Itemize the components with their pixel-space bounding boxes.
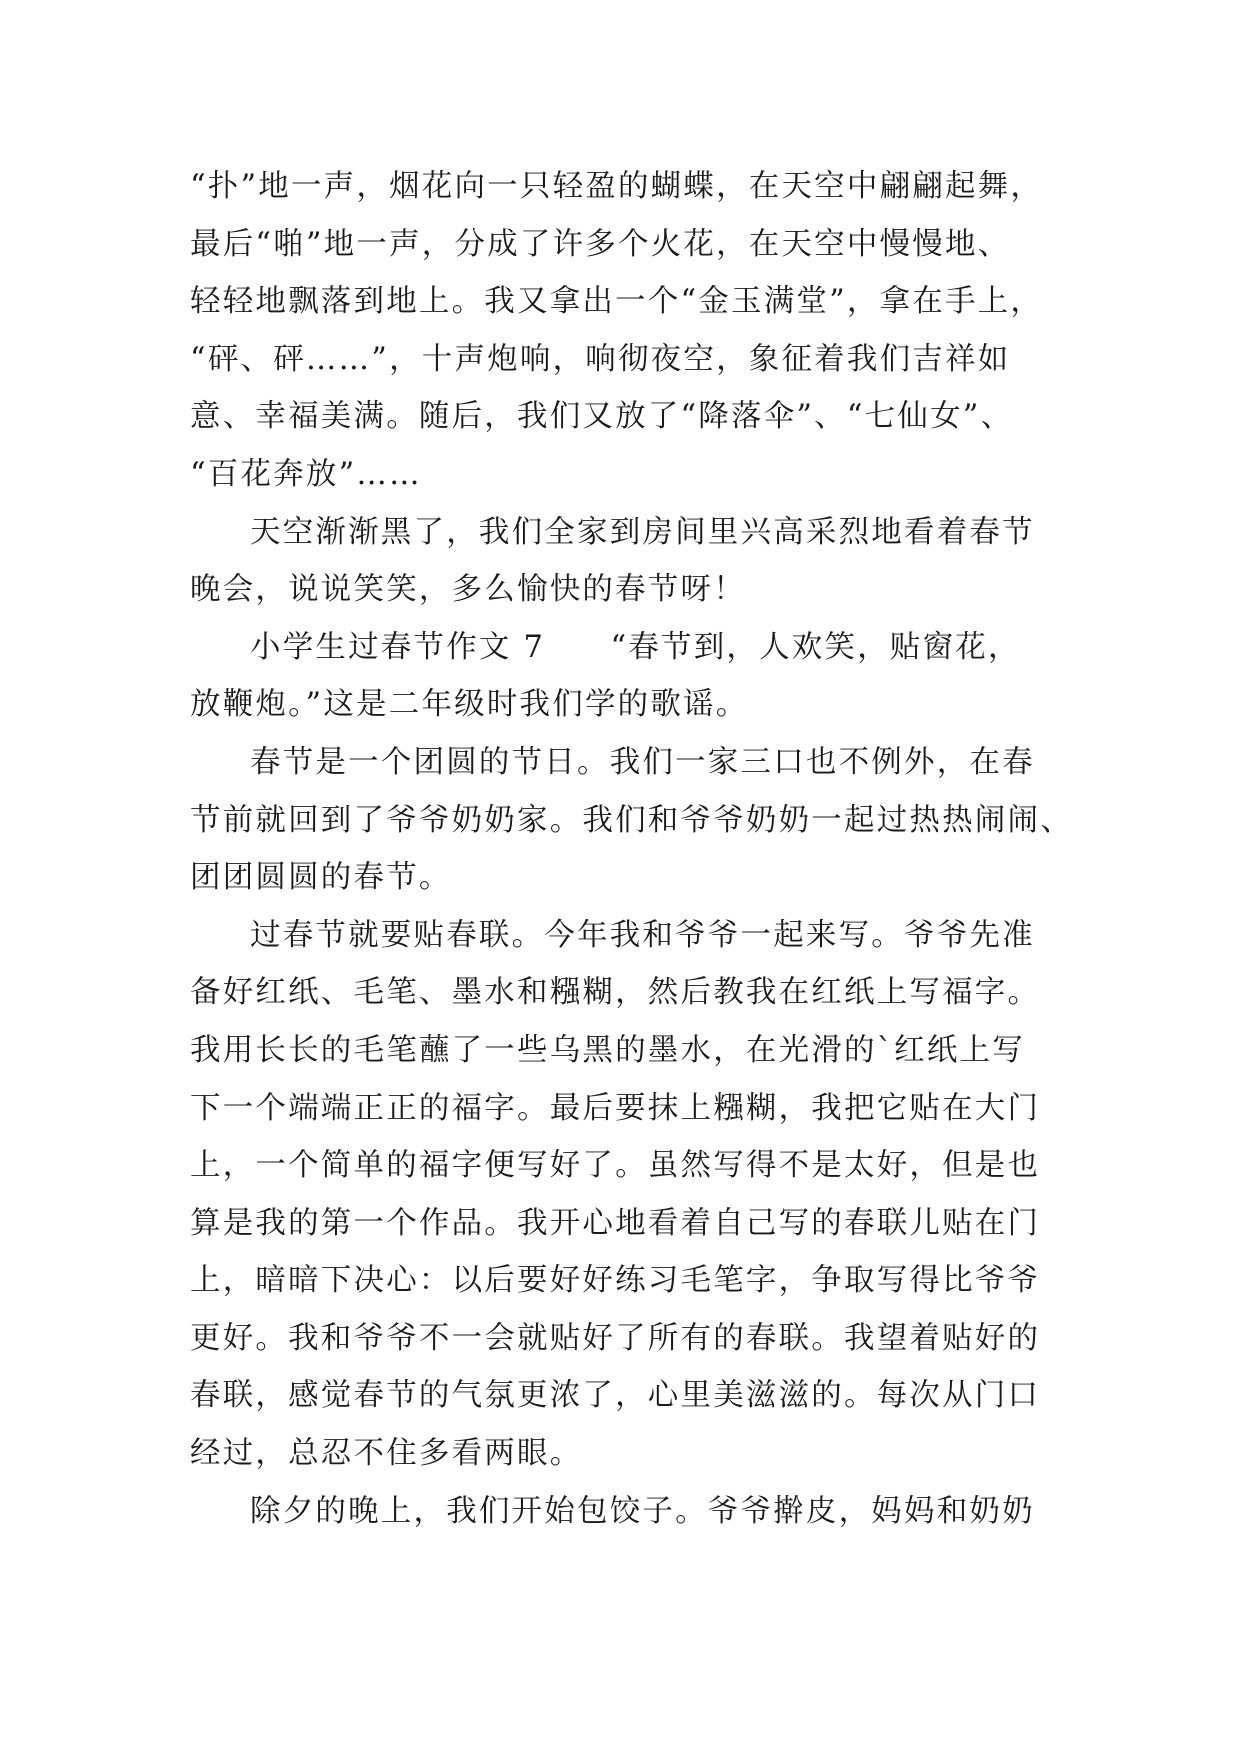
paragraph — [190, 907, 1070, 1483]
text-line: 节前就回到了爷爷奶奶家。我们和爷爷奶奶一起过热热闹闹、 — [190, 802, 1073, 838]
text-line: 除夕的晚上，我们开始包饺子。爷爷擀皮，妈妈和奶奶 — [250, 1493, 1035, 1529]
text-line: 上，一个简单的福字便写好了。虽然写得不是太好，但是也 — [190, 1148, 1041, 1184]
text-line: 上，暗暗下决心：以后要好好练习毛笔字，争取写得比爷爷 — [190, 1263, 1041, 1299]
paragraph — [190, 619, 1070, 734]
text-line: “砰、砰……”，十声炮响，响彻夜空，象征着我们吉祥如 — [190, 341, 1011, 377]
text-line: 放鞭炮。”这是二年级时我们学的歌谣。 — [190, 687, 749, 723]
text-line: 下一个端端正正的福字。最后要抹上糨糊，我把它贴在大门 — [190, 1090, 1041, 1126]
text-line: 春节是一个团圆的节日。我们一家三口也不例外，在春 — [250, 744, 1035, 780]
text-line: 小学生过春节作文 7 “春节到，人欢笑，贴窗花， — [250, 629, 1021, 665]
paragraph — [190, 158, 1070, 504]
text-line: 晚会，说说笑笑，多么愉快的春节呀！ — [190, 572, 746, 608]
text-line: “百花奔放”…… — [190, 456, 422, 492]
text-line: 天空渐渐黑了，我们全家到房间里兴高采烈地看着春节 — [250, 514, 1035, 550]
text-line: 经过，总忍不住多看两眼。 — [190, 1436, 583, 1472]
text-line: 备好红纸、毛笔、墨水和糨糊，然后教我在红纸上写福字。 — [190, 975, 1041, 1011]
text-line: 更好。我和爷爷不一会就贴好了所有的春联。我望着贴好的 — [190, 1320, 1041, 1356]
paragraph — [190, 734, 1073, 907]
text-line: 意、幸福美满。随后，我们又放了“降落伞”、“七仙女”、 — [190, 399, 1014, 435]
text-line: 春联，感觉春节的气氛更浓了，心里美滋滋的。每次从门口 — [190, 1378, 1041, 1414]
paragraph — [190, 1483, 1070, 1541]
document-body — [190, 158, 1073, 1540]
text-line: 算是我的第一个作品。我开心地看着自己写的春联儿贴在门 — [190, 1205, 1041, 1241]
text-line: 轻轻地飘落到地上。我又拿出一个“金玉满堂”，拿在手上， — [190, 284, 1044, 320]
text-line: 过春节就要贴春联。今年我和爷爷一起来写。爷爷先准 — [250, 917, 1035, 953]
text-line: 我用长长的毛笔蘸了一些乌黑的墨水，在光滑的`红纸上写 — [190, 1032, 1025, 1068]
text-line: 最后“啪”地一声，分成了许多个火花，在天空中慢慢地、 — [190, 226, 1011, 262]
paragraph — [190, 504, 1070, 619]
text-line: 团团圆圆的春节。 — [190, 860, 452, 896]
text-line: “扑”地一声，烟花向一只轻盈的蝴蝶，在天空中翩翩起舞， — [190, 169, 1044, 204]
